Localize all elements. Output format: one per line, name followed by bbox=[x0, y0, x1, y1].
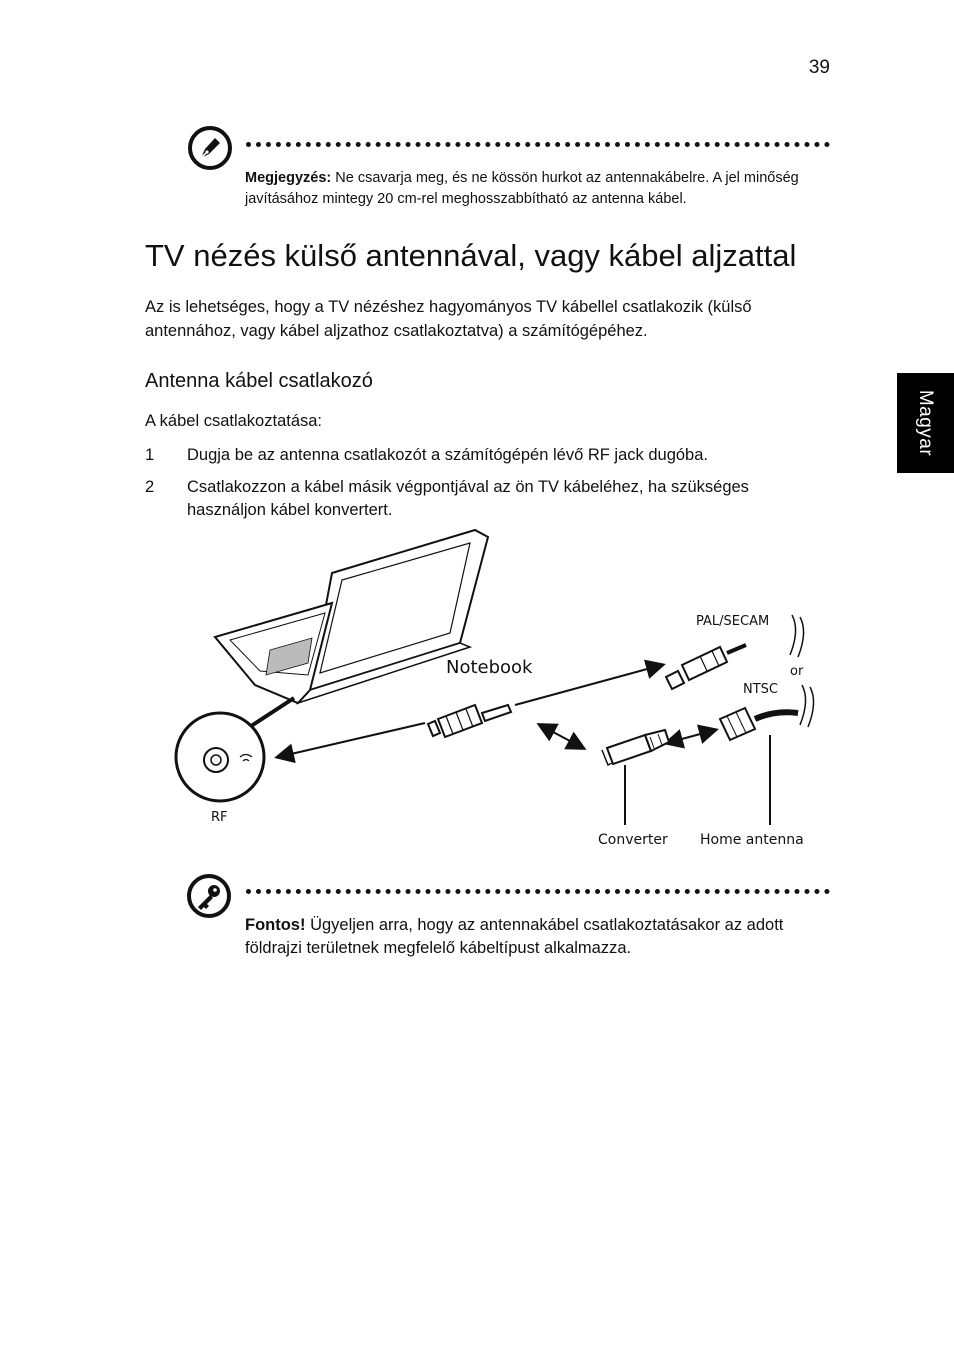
important-text bbox=[245, 914, 825, 960]
side-tab-label: Magyar bbox=[915, 389, 936, 457]
important-divider bbox=[246, 889, 830, 894]
important-key-icon bbox=[186, 873, 232, 919]
label-ntsc: NTSC bbox=[743, 682, 778, 697]
language-side-tab bbox=[897, 373, 954, 473]
double-arrow-home-antenna bbox=[667, 730, 715, 743]
label-or: or bbox=[790, 664, 804, 679]
ntsc-connector-illustration bbox=[720, 685, 814, 825]
arrow-to-pal-connector bbox=[515, 665, 662, 705]
note-divider bbox=[246, 142, 830, 147]
steps-lead: A kábel csatlakoztatása: bbox=[145, 412, 323, 430]
label-converter: Converter bbox=[598, 832, 668, 848]
antenna-connection-diagram bbox=[170, 525, 830, 855]
antenna-plug-illustration bbox=[428, 705, 511, 737]
page-title: TV nézés külső antennával, vagy kábel aljzattal bbox=[145, 238, 797, 273]
note-text bbox=[245, 168, 825, 210]
note-pen-icon bbox=[187, 125, 233, 171]
label-pal-secam: PAL/SECAM bbox=[696, 614, 770, 629]
section-subtitle: Antenna kábel csatlakozó bbox=[145, 370, 373, 392]
rf-port-illustration bbox=[176, 698, 294, 801]
label-home-antenna: Home antenna bbox=[700, 832, 804, 848]
converter-illustration bbox=[602, 730, 669, 825]
step-text: Csatlakozzon a kábel másik végpontjával az ön TV kábeléhez, ha szükséges használjon kábel konvertert. bbox=[187, 478, 749, 519]
note-body: Ne csavarja meg, és ne kössön hurkot az antennakábelre. A jel minőség javításához mintegy 20 cm-rel meghosszabbítható az antenna kábel. bbox=[245, 170, 799, 207]
step-text: Dugja be az antenna csatlakozót a számítógépén lévő RF jack dugóba. bbox=[187, 446, 708, 464]
page-number: 39 bbox=[808, 57, 830, 78]
step-number: 2 bbox=[145, 478, 155, 496]
intro-paragraph: Az is lehetséges, hogy a TV nézéshez hagyományos TV kábellel csatlakozik (külső antennához, vagy kábel aljzathoz csatlakoztatva) a számítógépéhez. bbox=[145, 298, 752, 340]
label-rf: RF bbox=[211, 810, 228, 825]
important-body: Ügyeljen arra, hogy az antennakábel csatlakoztatásakor az adott földrajzi területnek megfelelő kábeltípust alkalmazza. bbox=[245, 916, 784, 957]
arrow-to-rf-port bbox=[278, 723, 425, 757]
label-notebook: Notebook bbox=[446, 657, 533, 678]
step-number: 1 bbox=[145, 446, 155, 464]
note-label: Megjegyzés: bbox=[245, 170, 332, 186]
important-label: Fontos! bbox=[245, 916, 306, 934]
double-arrow-converter bbox=[540, 725, 583, 748]
